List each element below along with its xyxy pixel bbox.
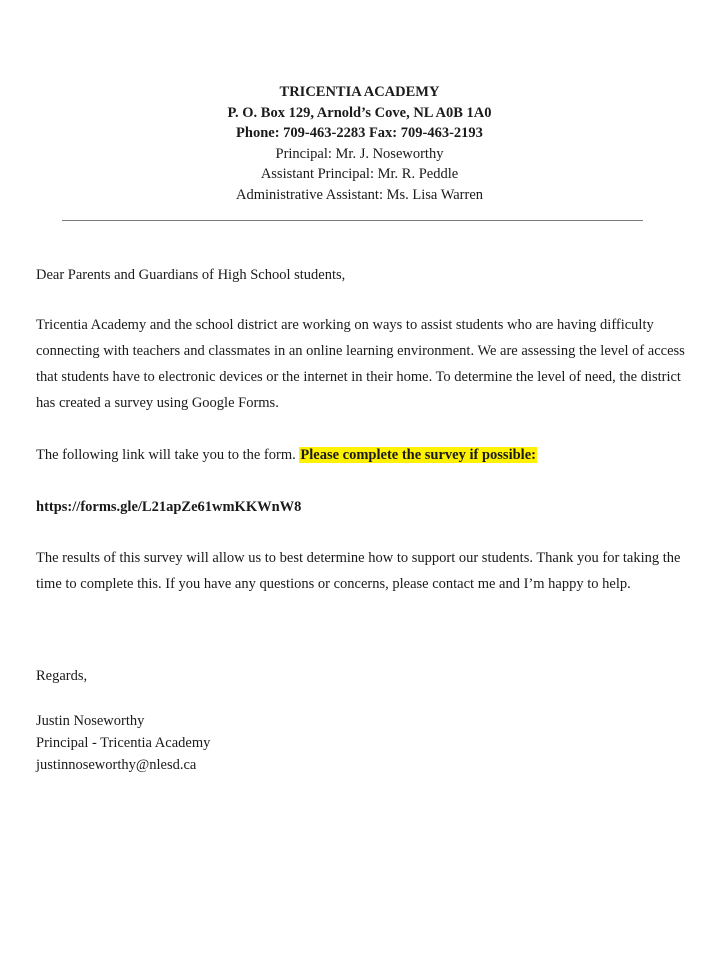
school-address: P. O. Box 129, Arnold’s Cove, NL A0B 1A0 [227, 104, 492, 121]
greeting: Dear Parents and Guardians of High School students, [36, 267, 346, 283]
signature-block [36, 710, 210, 776]
school-phone-fax: Phone: 709-463-2283 Fax: 709-463-2193 [236, 125, 483, 141]
paragraph-intro: Tricentia Academy and the school district are working on ways to assist students who are having difficulty connecting with teachers and classmates in an online learning environment. We are assessing the level of access that students have to electronic devices or the internet in their home. To determine the level of need, the district has created a survey using Google Forms. [36, 317, 685, 411]
closing: Regards, [36, 668, 88, 684]
highlighted-request: Please complete the survey if possible: [300, 447, 536, 463]
survey-link[interactable]: https://forms.gle/L21apZe61wmKKWnW8 [36, 499, 302, 515]
paragraph-link-intro [36, 442, 686, 468]
letterhead-divider [62, 220, 643, 221]
principal-line: Principal: Mr. J. Noseworthy [275, 145, 444, 162]
signature-name: Justin Noseworthy [36, 713, 145, 729]
admin-assistant-line: Administrative Assistant: Ms. Lisa Warren [235, 186, 484, 203]
paragraph-thanks: The results of this survey will allow us to best determine how to support our students. Thank you for taking the time to complete this. If you have any questions or concerns, please contact me and I’m happy to help. [36, 550, 681, 592]
signature-title: Principal - Tricentia Academy [36, 735, 211, 751]
school-name: TRICENTIA ACADEMY [279, 84, 440, 100]
letterhead [0, 82, 719, 205]
assistant-principal-line: Assistant Principal: Mr. R. Peddle [260, 166, 459, 182]
signature-email[interactable]: justinnoseworthy@nlesd.ca [36, 757, 197, 773]
link-intro-text: The following link will take you to the form. [36, 447, 296, 463]
